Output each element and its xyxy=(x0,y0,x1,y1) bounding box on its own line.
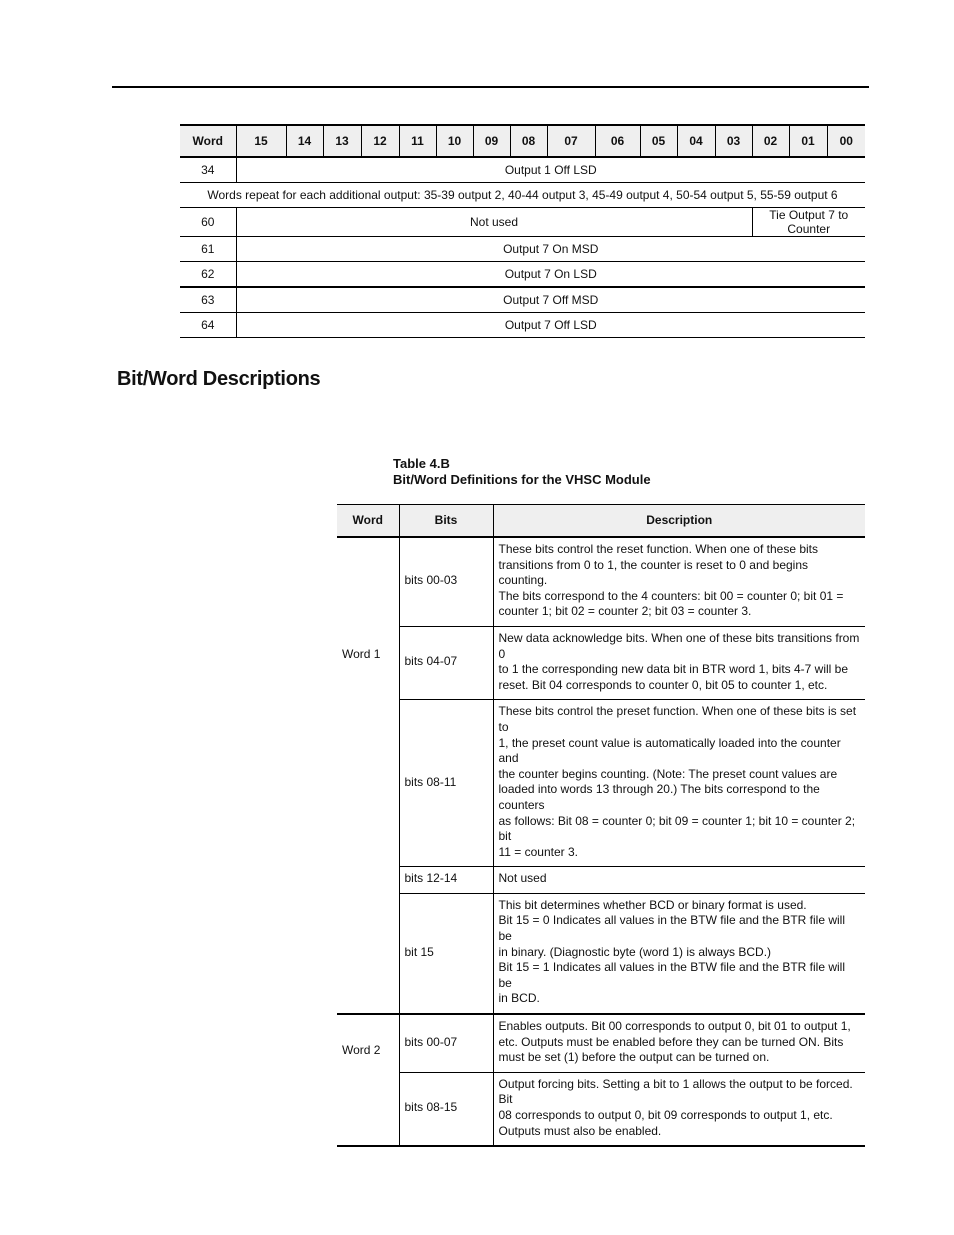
header-bit: 06 xyxy=(595,125,640,157)
header-bit: 07 xyxy=(547,125,595,157)
table-row xyxy=(337,537,865,626)
description-line: to 1 the corresponding new data bit in BTR word 1, bits 4-7 will be xyxy=(498,662,849,677)
word-number: 60 xyxy=(180,208,236,237)
header-bit: 01 xyxy=(789,125,827,157)
description-line: This bit determines whether BCD or binary format is used. xyxy=(498,897,807,912)
description-line: Bit 15 = 0 Indicates all values in the BTW file and the BTR file will be xyxy=(498,913,845,944)
description-line: Outputs must also be enabled. xyxy=(498,1123,662,1138)
tie-output-cell: Tie Output 7 to Counter xyxy=(752,208,865,237)
table-row xyxy=(337,893,865,1014)
word-content: Output 1 Off LSD xyxy=(236,157,865,183)
word-content: Not used xyxy=(236,208,752,237)
table-row xyxy=(337,1072,865,1146)
register-header-row xyxy=(180,125,865,157)
table-row xyxy=(337,1014,865,1072)
header-bit: 14 xyxy=(286,125,323,157)
description-cell xyxy=(493,626,865,699)
description-line: etc. Outputs must be enabled before they can be turned ON. Bits xyxy=(498,1034,844,1049)
table-row xyxy=(337,700,865,867)
header-bit: 13 xyxy=(323,125,361,157)
description-cell xyxy=(493,1014,865,1072)
description-line: Not used xyxy=(498,871,547,886)
description-line: transitions from 0 to 1, the counter is reset to 0 and begins counting. xyxy=(498,557,809,588)
word-1-label: Word 1 xyxy=(342,646,381,661)
header-bit: 11 xyxy=(399,125,436,157)
table-row xyxy=(337,867,865,894)
bits-cell: bits 04-07 xyxy=(399,626,493,699)
description-line: 11 = counter 3. xyxy=(498,844,578,859)
header-bit: 05 xyxy=(640,125,677,157)
header-word: Word xyxy=(180,125,236,157)
word-label xyxy=(337,1014,399,1146)
bits-cell: bits 00-07 xyxy=(399,1014,493,1072)
description-cell xyxy=(493,893,865,1014)
header-word: Word xyxy=(337,505,399,538)
top-rule xyxy=(112,86,869,88)
register-table xyxy=(180,124,865,338)
table-row xyxy=(180,262,865,288)
bits-cell: bits 08-15 xyxy=(399,1072,493,1146)
word-number: 34 xyxy=(180,157,236,183)
description-cell xyxy=(493,867,865,894)
word-number: 63 xyxy=(180,287,236,313)
table-row xyxy=(180,313,865,338)
description-line: counter 1; bit 02 = counter 2; bit 03 = counter 3. xyxy=(498,604,752,619)
description-line: loaded into words 13 through 20.) The bits correspond to the counters xyxy=(498,782,820,812)
word-2-label: Word 2 xyxy=(342,1043,381,1058)
header-description: Description xyxy=(493,505,865,538)
description-line: in BCD. xyxy=(498,991,540,1006)
header-bit: 02 xyxy=(752,125,789,157)
description-line: 1, the preset count value is automatically loaded into the counter and xyxy=(498,735,841,766)
description-cell xyxy=(493,700,865,867)
section-title: Bit/Word Descriptions xyxy=(117,368,321,390)
word-number: 62 xyxy=(180,262,236,288)
description-line: Bit 15 = 1 Indicates all values in the BTW file and the BTR file will be xyxy=(498,960,845,990)
word-content: Output 7 Off MSD xyxy=(236,287,865,313)
word-content: Output 7 On LSD xyxy=(236,262,865,288)
word-content: Output 7 On MSD xyxy=(236,237,865,262)
header-bit: 04 xyxy=(677,125,715,157)
description-line: The bits correspond to the 4 counters: bit 00 = counter 0; bit 01 = xyxy=(498,588,844,603)
table-number: Table 4.B xyxy=(393,456,450,471)
bits-cell: bit 15 xyxy=(399,893,493,1014)
table-row xyxy=(180,157,865,183)
description-line: the counter begins counting. (Note: The preset count values are xyxy=(498,766,838,781)
table-row xyxy=(180,237,865,262)
table-row xyxy=(337,626,865,699)
description-line: Output forcing bits. Setting a bit to 1 allows the output to be forced. Bit xyxy=(498,1076,853,1107)
description-line: 08 corresponds to output 0, bit 09 corresponds to output 1, etc. xyxy=(498,1108,833,1122)
header-bits: Bits xyxy=(399,505,493,538)
description-line: New data acknowledge bits. When one of these bits transitions from 0 xyxy=(498,630,860,661)
repeat-note: Words repeat for each additional output: 35-39 output 2, 40-44 output 3, 45-49 output 4, 50-54 output 5, 55-59 output 6 xyxy=(180,183,865,208)
header-bit: 15 xyxy=(236,125,286,157)
description-line: reset. Bit 04 corresponds to counter 0, bit 05 to counter 1, etc. xyxy=(498,677,828,692)
description-line: in binary. (Diagnostic byte (word 1) is always BCD.) xyxy=(498,944,772,959)
description-line: These bits control the reset function. When one of these bits xyxy=(498,542,819,556)
description-line: must be set (1) before the output can be turned on. xyxy=(498,1050,770,1065)
definitions-header-row xyxy=(337,505,865,538)
header-bit: 08 xyxy=(510,125,547,157)
header-bit: 00 xyxy=(827,125,865,157)
word-number: 64 xyxy=(180,313,236,338)
table-caption xyxy=(393,456,651,488)
header-bit: 12 xyxy=(361,125,399,157)
description-cell xyxy=(493,1072,865,1146)
table-title: Bit/Word Definitions for the VHSC Module xyxy=(393,472,651,487)
description-line: Enables outputs. Bit 00 corresponds to output 0, bit 01 to output 1, xyxy=(498,1019,851,1034)
table-row xyxy=(180,183,865,208)
table-row xyxy=(180,208,865,237)
bits-cell: bits 12-14 xyxy=(399,867,493,894)
word-label xyxy=(337,537,399,1014)
bits-cell: bits 00-03 xyxy=(399,537,493,626)
header-bit: 03 xyxy=(715,125,752,157)
definitions-table xyxy=(337,504,865,1147)
word-content: Output 7 Off LSD xyxy=(236,313,865,338)
description-cell xyxy=(493,537,865,626)
bits-cell: bits 08-11 xyxy=(399,700,493,867)
header-bit: 10 xyxy=(436,125,473,157)
table-row xyxy=(180,287,865,313)
word-number: 61 xyxy=(180,237,236,262)
description-line: These bits control the preset function. When one of these bits is set to xyxy=(498,704,857,734)
description-line: as follows: Bit 08 = counter 0; bit 09 = counter 1; bit 10 = counter 2; bit xyxy=(498,813,856,844)
header-bit: 09 xyxy=(473,125,510,157)
